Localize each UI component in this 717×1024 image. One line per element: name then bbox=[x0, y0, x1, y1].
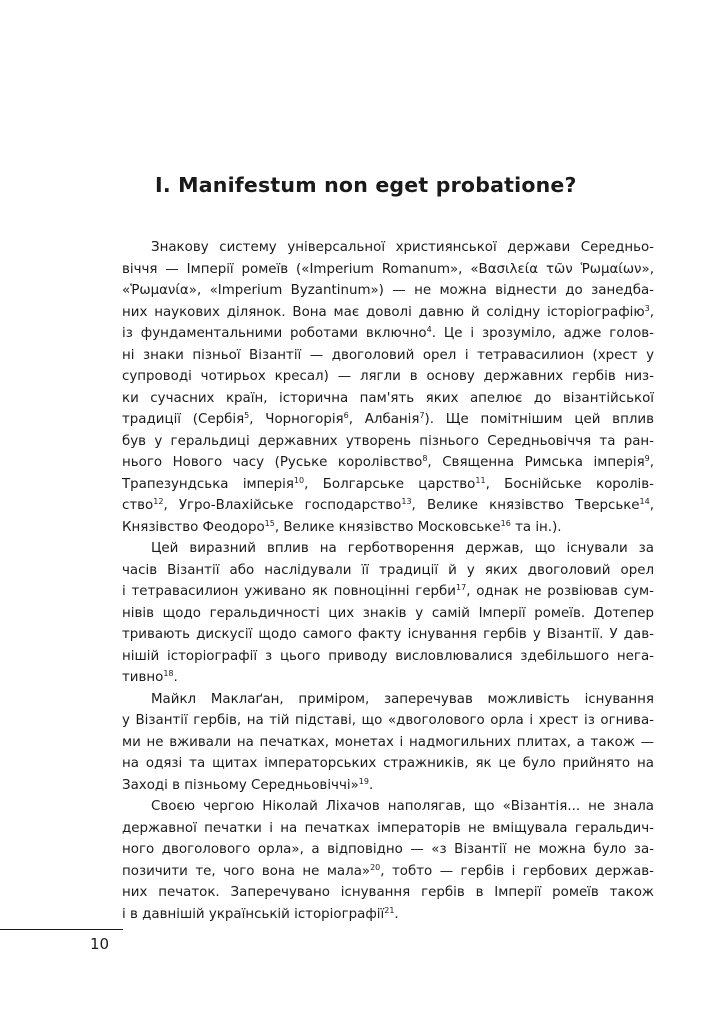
footnote-ref: 9 bbox=[644, 454, 650, 463]
text-segment: ство bbox=[122, 498, 154, 513]
text-segment: супроводі чотирьох кресал) — лягли в основу державних гербів низ- bbox=[122, 369, 654, 384]
text-segment: та ін.). bbox=[510, 519, 562, 535]
text-line bbox=[122, 732, 654, 754]
text-segment: них печаток. Заперечувано існування гербів в Імперії ромеїв також bbox=[122, 885, 654, 900]
text-segment: Трапезундська імперія bbox=[122, 476, 294, 492]
text-segment: Знакову систему універсальної християнської держави Середньо- bbox=[151, 240, 654, 255]
text-line bbox=[122, 603, 654, 625]
text-segment: Своєю чергою Ніколай Ліхачов наполягав, що «Візантія... не знала bbox=[151, 799, 654, 814]
section-heading: I. Manifestum non eget probatione? bbox=[155, 173, 577, 197]
text-segment: , Албанія bbox=[348, 412, 420, 427]
footnote-ref: 21 bbox=[384, 905, 395, 915]
text-line bbox=[122, 689, 654, 711]
text-segment: тривають дискусії щодо самого факту існування гербів у Візантії. У дав- bbox=[122, 627, 654, 642]
text-line bbox=[122, 646, 654, 668]
footnote-ref: 19 bbox=[358, 776, 369, 786]
footnote-ref: 16 bbox=[500, 518, 511, 528]
text-segment: . bbox=[394, 906, 399, 922]
text-segment: , Болгарське царство bbox=[304, 476, 476, 492]
text-line bbox=[122, 796, 654, 818]
text-segment: ні знаки пізньої Візантії — двоголовий орел і тетравасилион (хрест у bbox=[122, 347, 654, 363]
text-line bbox=[122, 237, 654, 259]
text-segment: них наукових ділянок. Вона має доволі давню й солідну історіографію bbox=[122, 304, 645, 320]
text-segment: у Візантії гербів, на тій підставі, що «двоголового орла і хрест із огнива- bbox=[122, 713, 654, 728]
text-segment: ми не вживали на печатках, монетах і надмогильних плитах, а також — bbox=[122, 734, 654, 750]
text-segment: і в давнішій українській історіографії bbox=[122, 906, 385, 922]
text-segment: нішій історіографії з цього приводу висловлювалися здебільшого нега- bbox=[122, 648, 654, 664]
text-segment: , Угро-Влахійське господарство bbox=[163, 498, 402, 513]
text-segment: , bbox=[649, 304, 654, 320]
text-segment: . Це і зрозуміло, адже голов- bbox=[431, 326, 654, 341]
text-segment: традиції (Сербія bbox=[122, 412, 245, 427]
text-segment: , Боснійське королів- bbox=[485, 476, 654, 492]
text-segment: ки сучасних країн, історична пам'ять яких апелює до візантійської bbox=[122, 390, 654, 406]
text-segment: , bbox=[649, 498, 654, 513]
footnote-ref: 3 bbox=[644, 303, 650, 313]
text-segment: . bbox=[173, 670, 178, 685]
text-line bbox=[122, 259, 654, 281]
text-line bbox=[122, 710, 654, 732]
text-line bbox=[122, 452, 654, 474]
text-segment: і тетравасилион уживано як повноцінні герби bbox=[122, 584, 457, 599]
text-segment: , Велике князівство Тверське bbox=[411, 498, 640, 513]
body-text bbox=[122, 237, 654, 925]
text-line bbox=[122, 474, 654, 496]
text-line bbox=[122, 861, 654, 883]
text-segment: , bbox=[649, 455, 654, 470]
text-segment: нівів щодо геральдичності цих знаків у самій Імперії ромеїв. Дотепер bbox=[122, 605, 654, 621]
text-segment: державної печатки і на печатках імператорів не вміщувала геральдич- bbox=[122, 820, 654, 836]
text-line bbox=[122, 366, 654, 388]
text-segment: , тобто — гербів і гербових держав- bbox=[380, 863, 654, 879]
footnote-ref: 10 bbox=[293, 475, 305, 485]
text-segment: тивно bbox=[122, 670, 164, 685]
text-line bbox=[122, 495, 654, 517]
text-line bbox=[122, 388, 654, 410]
text-line bbox=[122, 818, 654, 840]
text-segment: на одязі та щитах імператорських стражників, як це було прийнято на bbox=[122, 756, 654, 771]
text-line bbox=[122, 409, 654, 431]
text-segment: нього Нового часу (Руське королівство bbox=[122, 455, 423, 470]
text-line bbox=[122, 560, 654, 582]
text-line bbox=[122, 839, 654, 861]
text-segment: , однак не розвіював сум- bbox=[466, 584, 654, 599]
text-line bbox=[122, 280, 654, 302]
text-segment: , Велике князівство Московське bbox=[274, 519, 501, 535]
footer-rule bbox=[0, 929, 123, 930]
footnote-ref: 7 bbox=[419, 411, 425, 420]
footnote-ref: 8 bbox=[422, 454, 428, 463]
text-line bbox=[122, 775, 654, 797]
footnote-ref: 6 bbox=[343, 411, 349, 420]
text-segment: ). Ще помітнішим цей вплив bbox=[424, 412, 654, 427]
text-line bbox=[122, 753, 654, 775]
footnote-ref: 11 bbox=[475, 475, 486, 485]
text-segment: , Чорногорія bbox=[249, 412, 344, 427]
text-line bbox=[122, 323, 654, 345]
footnote-ref: 14 bbox=[639, 497, 650, 506]
footnote-ref: 17 bbox=[456, 583, 467, 592]
text-line bbox=[122, 302, 654, 324]
text-line bbox=[122, 517, 654, 539]
footnote-ref: 12 bbox=[153, 497, 164, 506]
footnote-ref: 20 bbox=[370, 862, 381, 872]
text-segment: із фундаментальними роботами включно bbox=[122, 326, 427, 341]
footnote-ref: 13 bbox=[401, 497, 412, 506]
page-number: 10 bbox=[90, 935, 110, 953]
text-line bbox=[122, 904, 654, 926]
text-segment: Заході в пізньому Середньовіччі» bbox=[122, 777, 359, 793]
text-line bbox=[122, 581, 654, 603]
text-segment: позичити те, чого вона не мала» bbox=[122, 863, 371, 879]
text-line bbox=[122, 538, 654, 560]
footnote-ref: 4 bbox=[426, 325, 432, 334]
text-segment: ного двоголового орла», а відповідно — «з Візантії не можна було за- bbox=[122, 842, 654, 857]
text-segment: віччя — Імперії ромеїв («Imperium Romanum», «Βασιλεία τῶν Ῥωμαίων», bbox=[122, 261, 654, 277]
text-segment: Майкл Маклаґан, приміром, заперечував можливість існування bbox=[151, 691, 654, 707]
text-line bbox=[122, 624, 654, 646]
text-line bbox=[122, 431, 654, 453]
text-segment: . bbox=[368, 777, 374, 793]
text-segment: був у геральдиці державних утворень пізнього Середньовіччя та ран- bbox=[122, 433, 654, 449]
footnote-ref: 18 bbox=[163, 669, 174, 678]
text-segment: , Священна Римська імперія bbox=[427, 455, 645, 470]
text-line bbox=[122, 882, 654, 904]
text-segment: «Ῥωμανία», «Imperium Byzantinum») — не можна віднести до занедба- bbox=[122, 283, 654, 298]
text-line bbox=[122, 345, 654, 367]
text-segment: часів Візантії або наслідували її традиції й у яких двоголовий орел bbox=[122, 562, 654, 578]
text-line bbox=[122, 667, 654, 689]
text-segment: Князівство Феодоро bbox=[122, 519, 265, 535]
footnote-ref: 5 bbox=[244, 411, 250, 420]
text-segment: Цей виразний вплив на герботворення держав, що існували за bbox=[151, 541, 654, 556]
footnote-ref: 15 bbox=[264, 518, 275, 528]
